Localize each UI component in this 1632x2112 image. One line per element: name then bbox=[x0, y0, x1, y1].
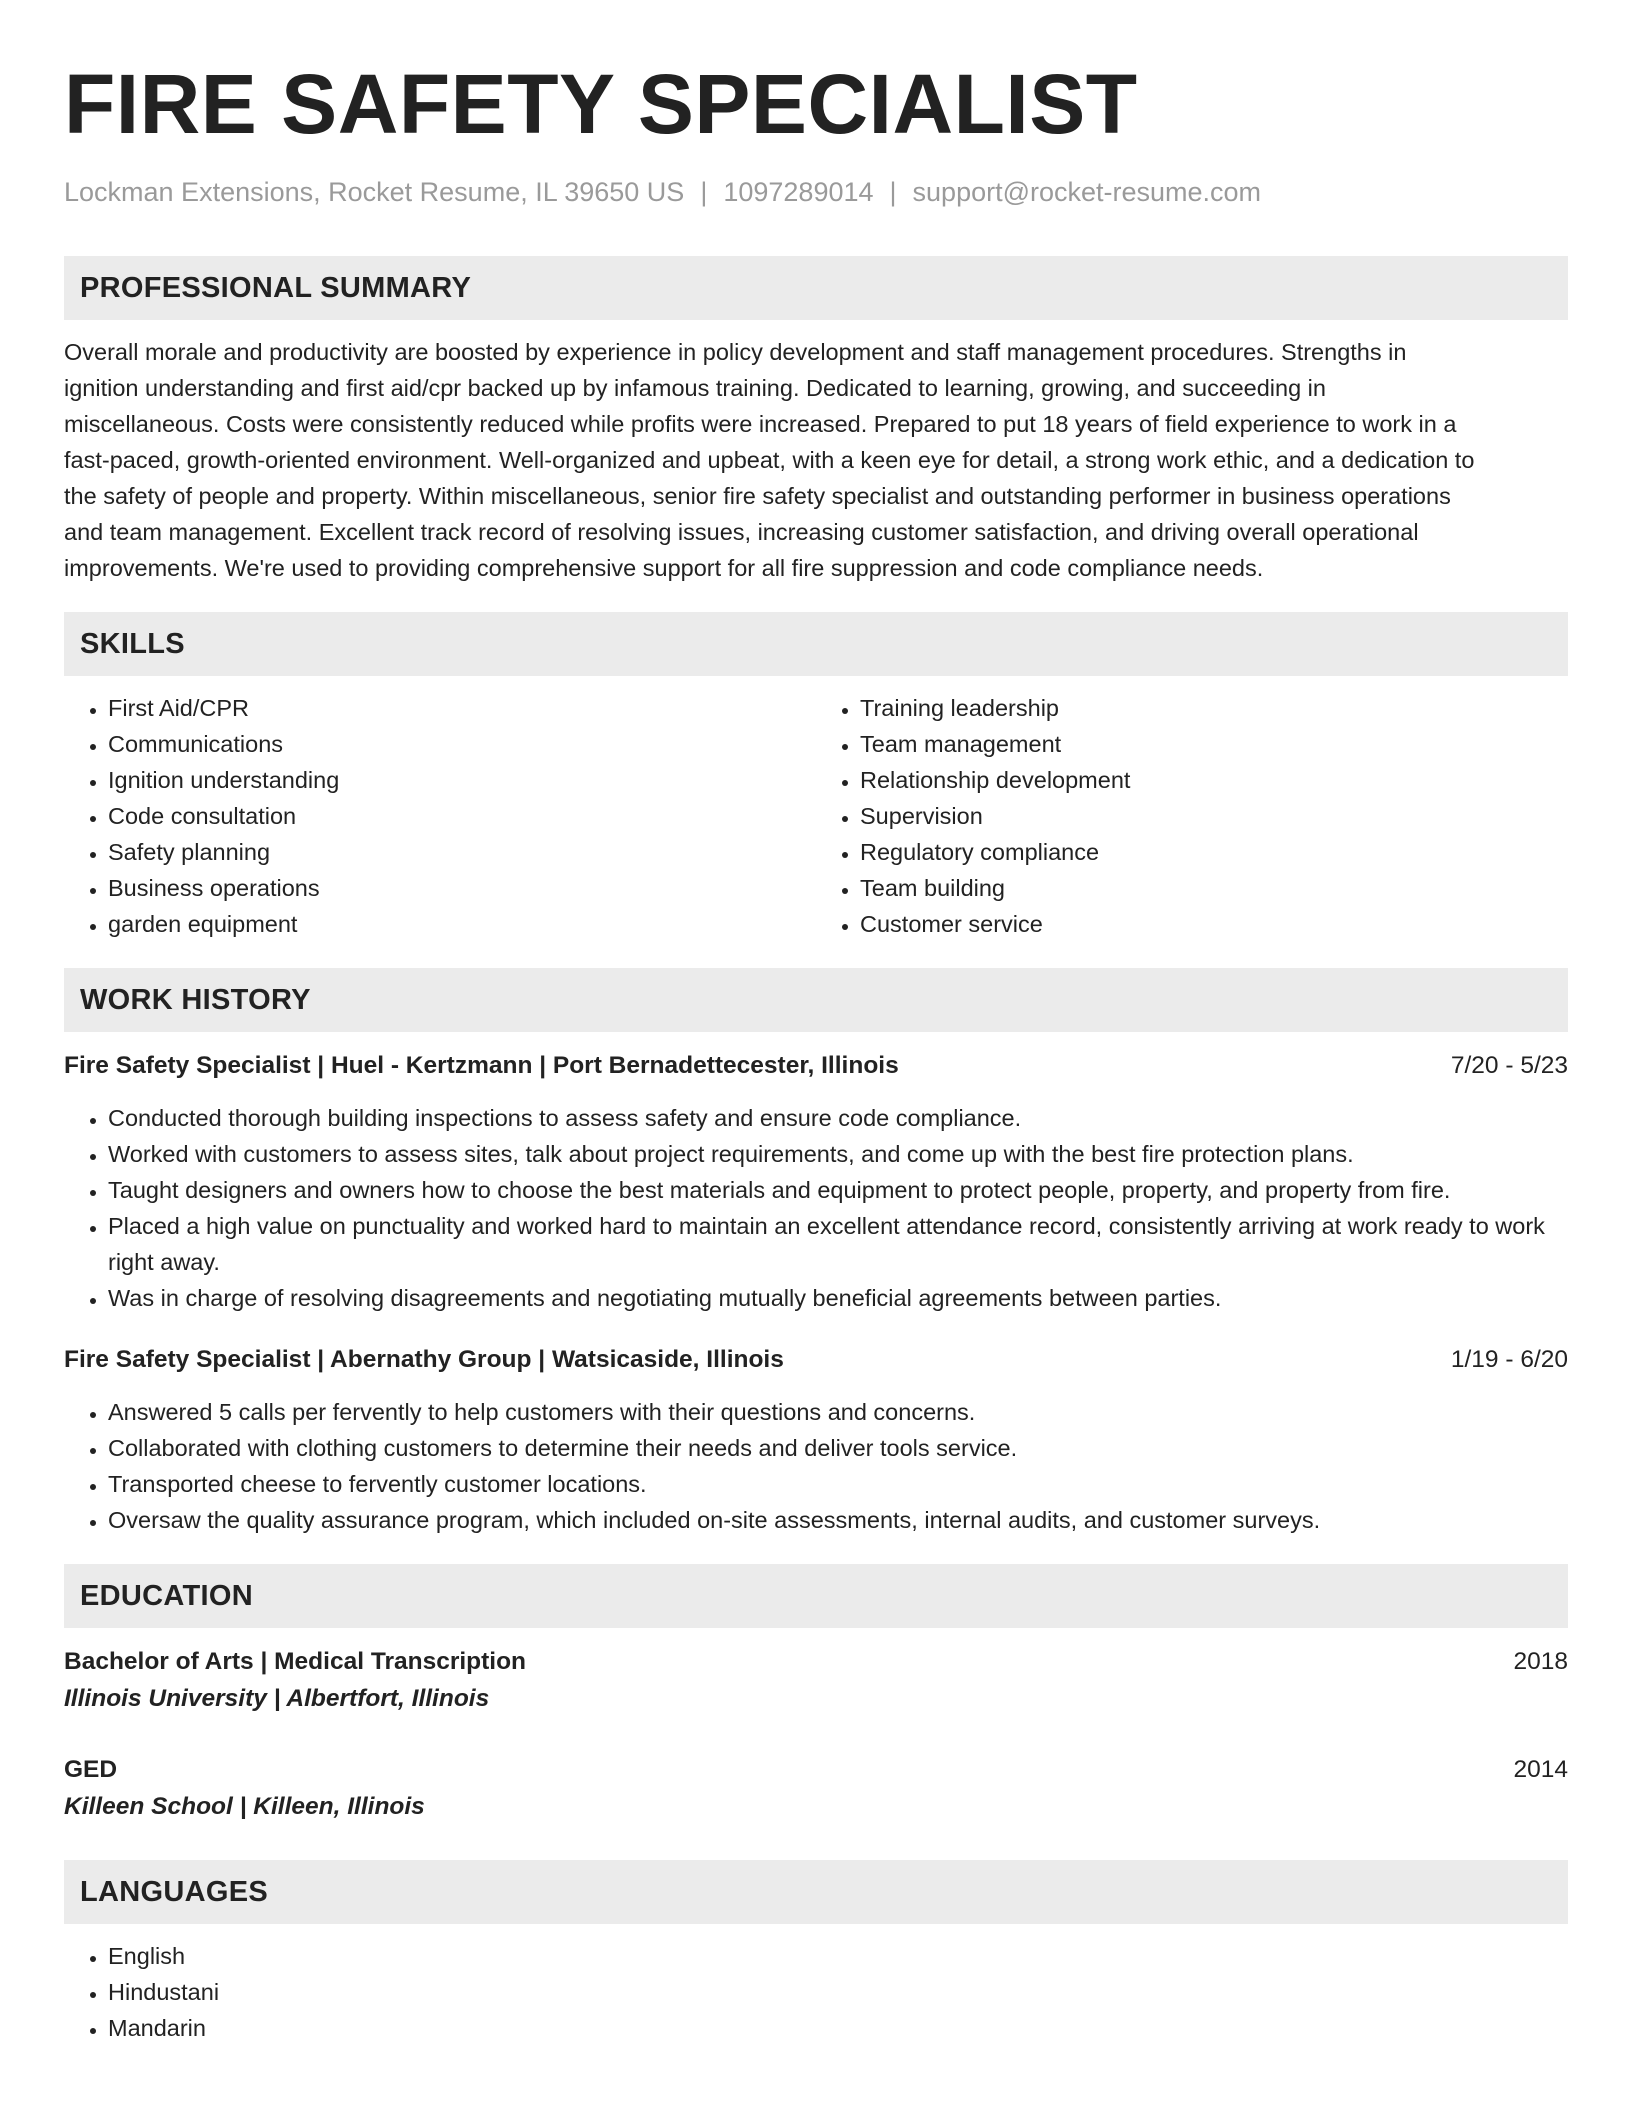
summary-heading: PROFESSIONAL SUMMARY bbox=[64, 256, 1568, 320]
summary-line: fast-paced, growth-oriented environment. Well-organized and upbeat, with a keen eye for detail, a strong work ethic, and a dedication to bbox=[64, 447, 1475, 473]
work-history-heading: WORK HISTORY bbox=[64, 968, 1568, 1032]
skill-item: • Training leadership bbox=[860, 690, 1568, 726]
job-header bbox=[64, 1048, 1568, 1084]
job-bullet: • Conducted thorough building inspections to assess safety and ensure code compliance. bbox=[108, 1100, 1568, 1136]
skill-item: • Ignition understanding bbox=[108, 762, 816, 798]
summary-line: Overall morale and productivity are boosted by experience in policy development and staff management procedures. Strengths in bbox=[64, 339, 1407, 365]
job-dates: 1/19 - 6/20 bbox=[1450, 1346, 1568, 1373]
education-degree: GED bbox=[64, 1756, 118, 1783]
education-heading: EDUCATION bbox=[64, 1564, 1568, 1628]
job-entry bbox=[64, 1342, 1568, 1538]
summary-text bbox=[64, 334, 1568, 586]
contact-separator: | bbox=[889, 177, 897, 207]
education-header bbox=[64, 1644, 1568, 1680]
skill-item: • First Aid/CPR bbox=[108, 690, 816, 726]
contact-address: Lockman Extensions, Rocket Resume, IL 39650 US bbox=[64, 177, 685, 207]
languages-heading: LANGUAGES bbox=[64, 1860, 1568, 1924]
page-title: FIRE SAFETY SPECIALIST bbox=[64, 57, 1138, 151]
contact-email: support@rocket-resume.com bbox=[912, 177, 1262, 207]
job-title: Fire Safety Specialist | Huel - Kertzmann | Port Bernadettecester, Illinois bbox=[64, 1052, 899, 1079]
job-bullets bbox=[64, 1394, 1568, 1538]
job-bullet: • Placed a high value on punctuality and worked hard to maintain an excellent attendance record, consistently arriving at work ready to work right away. bbox=[108, 1208, 1568, 1280]
skill-item: • garden equipment bbox=[108, 906, 816, 942]
summary-line: and team management. Excellent track record of resolving issues, increasing customer satisfaction, and driving overall operational bbox=[64, 519, 1419, 545]
job-entry bbox=[64, 1048, 1568, 1316]
contact-line bbox=[64, 174, 1568, 210]
skill-item: • Team building bbox=[860, 870, 1568, 906]
job-bullet: • Oversaw the quality assurance program, which included on-site assessments, internal audits, and customer surveys. bbox=[108, 1502, 1568, 1538]
skill-item: • Regulatory compliance bbox=[860, 834, 1568, 870]
job-bullet: • Collaborated with clothing customers to determine their needs and deliver tools service. bbox=[108, 1430, 1568, 1466]
language-item: • Hindustani bbox=[108, 1974, 1568, 2010]
job-dates: 7/20 - 5/23 bbox=[1450, 1052, 1568, 1079]
skills-column-right bbox=[816, 690, 1568, 942]
job-bullet: • Was in charge of resolving disagreements and negotiating mutually beneficial agreements between parties. bbox=[108, 1280, 1568, 1316]
skill-item: • Relationship development bbox=[860, 762, 1568, 798]
summary-line: improvements. We're used to providing comprehensive support for all fire suppression and code compliance needs. bbox=[64, 555, 1264, 581]
language-item: • English bbox=[108, 1938, 1568, 1974]
skill-item: • Communications bbox=[108, 726, 816, 762]
education-year: 2014 bbox=[1513, 1756, 1568, 1783]
skill-item: • Safety planning bbox=[108, 834, 816, 870]
skill-item: • Supervision bbox=[860, 798, 1568, 834]
education-entry bbox=[64, 1644, 1568, 1718]
skill-item: • Business operations bbox=[108, 870, 816, 906]
education-school: Killeen School | Killeen, Illinois bbox=[64, 1793, 425, 1820]
job-title: Fire Safety Specialist | Abernathy Group | Watsicaside, Illinois bbox=[64, 1346, 784, 1373]
job-header bbox=[64, 1342, 1568, 1378]
education-degree: Bachelor of Arts | Medical Transcription bbox=[64, 1648, 527, 1675]
education-entry bbox=[64, 1752, 1568, 1826]
education-year: 2018 bbox=[1513, 1648, 1568, 1675]
skill-item: • Code consultation bbox=[108, 798, 816, 834]
skill-item: • Customer service bbox=[860, 906, 1568, 942]
skills-heading: SKILLS bbox=[64, 612, 1568, 676]
languages-list bbox=[64, 1938, 1568, 2046]
job-bullets bbox=[64, 1100, 1568, 1316]
contact-phone: 1097289014 bbox=[723, 177, 874, 207]
summary-line: miscellaneous. Costs were consistently reduced while profits were increased. Prepared to put 18 years of field experience to work in a bbox=[64, 411, 1457, 437]
skills-column-left bbox=[64, 690, 816, 942]
summary-line: the safety of people and property. Within miscellaneous, senior fire safety specialist and outstanding performer in business operations bbox=[64, 483, 1451, 509]
summary-line: ignition understanding and first aid/cpr backed up by infamous training. Dedicated to learning, growing, and succeeding in bbox=[64, 375, 1326, 401]
job-bullet: • Transported cheese to fervently customer locations. bbox=[108, 1466, 1568, 1502]
skill-item: • Team management bbox=[860, 726, 1568, 762]
skills-list bbox=[64, 690, 1568, 942]
job-bullet: • Worked with customers to assess sites, talk about project requirements, and come up with the best fire protection plans. bbox=[108, 1136, 1568, 1172]
education-school: Illinois University | Albertfort, Illinois bbox=[64, 1685, 490, 1712]
contact-separator: | bbox=[700, 177, 708, 207]
language-item: • Mandarin bbox=[108, 2010, 1568, 2046]
education-header bbox=[64, 1752, 1568, 1788]
job-bullet: • Taught designers and owners how to choose the best materials and equipment to protect people, property, and property from fire. bbox=[108, 1172, 1568, 1208]
job-bullet: • Answered 5 calls per fervently to help customers with their questions and concerns. bbox=[108, 1394, 1568, 1430]
